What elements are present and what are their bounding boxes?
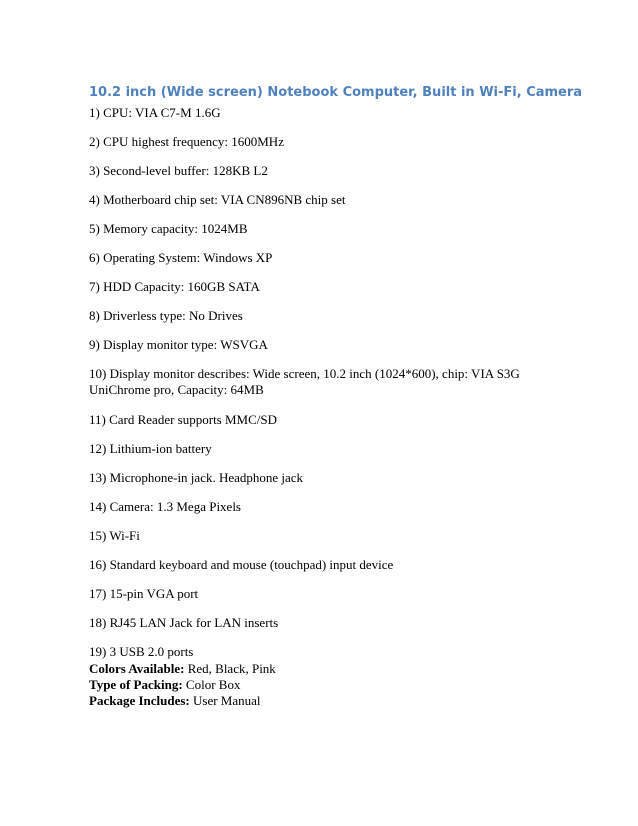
spec-item: 19) 3 USB 2.0 ports: [89, 644, 194, 659]
spec-item: 17) 15-pin VGA port: [89, 586, 199, 601]
spec-item: 12) Lithium-ion battery: [89, 441, 212, 456]
spec-item: 2) CPU highest frequency: 1600MHz: [89, 134, 284, 149]
package-includes-line: [89, 693, 276, 709]
colors-available-label: Colors Available:: [89, 661, 185, 676]
spec-list: [89, 105, 559, 673]
spec-item: 10) Display monitor describes: Wide screen, 10.2 inch (1024*600), chip: VIA S3G UniChrome pro, Capacity: 64MB: [89, 366, 520, 397]
spec-item: 13) Microphone-in jack. Headphone jack: [89, 470, 304, 485]
spec-item: 5) Memory capacity: 1024MB: [89, 221, 248, 236]
colors-available-value: Red, Black, Pink: [184, 661, 276, 676]
product-extras: [89, 661, 276, 709]
spec-item: 14) Camera: 1.3 Mega Pixels: [89, 499, 241, 514]
packing-type-line: [89, 677, 276, 693]
spec-item: 9) Display monitor type: WSVGA: [89, 337, 268, 352]
spec-item: 8) Driverless type: No Drives: [89, 308, 243, 323]
spec-item: 15) Wi-Fi: [89, 528, 140, 543]
spec-item: 1) CPU: VIA C7-M 1.6G: [89, 105, 221, 120]
packing-type-value: Color Box: [182, 677, 241, 692]
spec-item: 18) RJ45 LAN Jack for LAN inserts: [89, 615, 279, 630]
colors-available-line: [89, 661, 276, 677]
spec-item: 16) Standard keyboard and mouse (touchpad) input device: [89, 557, 394, 572]
packing-type-label: Type of Packing:: [89, 677, 183, 692]
package-includes-label: Package Includes:: [89, 693, 190, 708]
package-includes-value: User Manual: [189, 693, 261, 708]
spec-item: 11) Card Reader supports MMC/SD: [89, 412, 278, 427]
spec-item: 7) HDD Capacity: 160GB SATA: [89, 279, 260, 294]
spec-item: 3) Second-level buffer: 128KB L2: [89, 163, 268, 178]
spec-item: 6) Operating System: Windows XP: [89, 250, 273, 265]
spec-item: 4) Motherboard chip set: VIA CN896NB chip set: [89, 192, 346, 207]
product-title: 10.2 inch (Wide screen) Notebook Computer, Built in Wi-Fi, Camera: [89, 85, 583, 100]
